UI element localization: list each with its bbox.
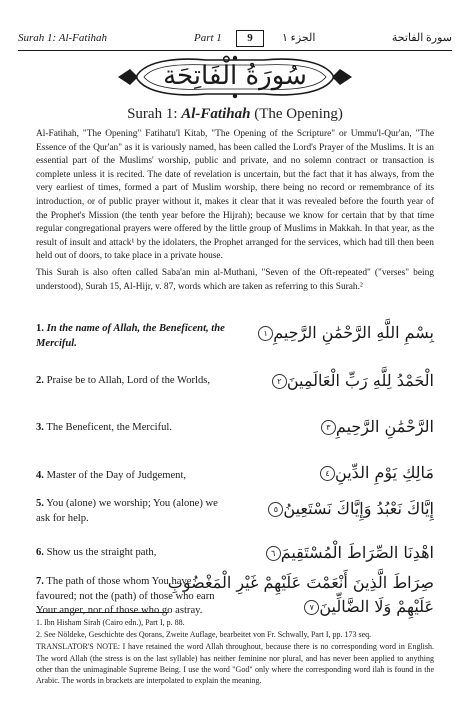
verse-arabic-text: مَالِكِ يَوْمِ الدِّينِ xyxy=(335,463,434,482)
verse-english xyxy=(36,497,226,526)
verse-marker: ٥ xyxy=(268,502,283,517)
page-number: 9 xyxy=(236,30,264,47)
verse-english xyxy=(36,421,226,436)
footnote: 2. See Nöldeke, Geschichte des Qorans, Zweite Auflage, bearbeitet von Fr. Schwally, Part I, pp. 173 seq. xyxy=(36,630,372,640)
verse-arabic-text: اهْدِنَا الصِّرَاطَ الْمُسْتَقِيمَ xyxy=(280,543,434,562)
verse-arabic xyxy=(224,541,434,565)
verse-number: 1. xyxy=(36,323,44,334)
verse-number: 5. xyxy=(36,498,44,509)
intro-paragraph: Al-Fatihah, "The Opening" Fatihatu'l Kitab, "The Opening of the Scripture" or Ummu'l-Qur'an, "The Essence of the Qur'an" as it is variously named, has been called the Lord's Prayer of the Muslims. It is an essential part of the Muslims' worship, public and private, and no solemn contract or transaction is complete unless it is recited. The date of revelation is uncertain, but the fact that it has always, from the very earliest of times, formed a part of Muslim worship, there being no record or remembrance of its introduction, or of public prayer without it, makes it clear that it was revealed before the fourth year of the Prophet's Mission (the tenth year before the Hijrah); because we know for certain that by that time regular congregational prayers were offered by the little group of Muslims in Makkah. In that year, as the result of insult and attack¹ by the idolaters, the Prophet arranged for the services, which had till then been held out of doors, to take place in a private house. xyxy=(36,129,434,262)
verse-number: 2. xyxy=(36,375,44,386)
verse-english xyxy=(36,546,226,561)
introduction xyxy=(36,128,434,297)
verse-arabic-text: بِسْمِ اللَّهِ الرَّحْمَٰنِ الرَّحِيمِ xyxy=(273,323,434,342)
verse-arabic xyxy=(224,497,434,521)
verse-text: The Beneficent, the Merciful. xyxy=(46,422,173,433)
verse-arabic-text: إِيَّاكَ نَعْبُدُ وَإِيَّاكَ نَسْتَعِينُ xyxy=(283,499,434,518)
verse-number: 7. xyxy=(36,576,44,587)
title-cartouche xyxy=(116,54,354,100)
verse-arabic xyxy=(224,461,434,485)
verse-arabic-text-line-2: عَلَيْهِمْ وَلَا الضَّالِّينَ xyxy=(319,597,434,616)
surah-title xyxy=(0,106,470,123)
header-surah-arabic: سورة الفاتحة xyxy=(391,32,452,44)
verse-text: Praise be to Allah, Lord of the Worlds, xyxy=(46,375,211,386)
verse-number: 4. xyxy=(36,470,44,481)
running-header xyxy=(18,32,452,48)
header-part: Part 1 xyxy=(194,32,222,44)
footnote-rule xyxy=(36,612,168,613)
translator-note: TRANSLATOR'S NOTE: I have retained the word Allah throughout, because there is no corresponding word in English. The word Allah (the stress is on the last syllable) has neither feminine nor plural, and has never been applied to anything other than the unimaginable Supreme Being. I use the word "God" only where the corresponding word ilah is found in the Arabic. The words in brackets are interpolated to explain the meaning. xyxy=(36,642,434,686)
surah-title-name: Al-Fatihah xyxy=(181,106,251,122)
footnotes xyxy=(36,617,434,687)
header-surah-name: Surah 1: Al-Fatihah xyxy=(18,32,108,44)
verse-arabic-text: الْحَمْدُ لِلَّهِ رَبِّ الْعَالَمِينَ xyxy=(286,371,434,390)
verse-text: Master of the Day of Judgement, xyxy=(46,470,187,481)
verse-marker: ٦ xyxy=(266,546,281,561)
verse-text: The path of those whom You have favoured; not the (path) of those who earn Your anger, nor of those who go astray. xyxy=(36,576,215,616)
verse-english xyxy=(36,374,226,389)
verse-marker: ١ xyxy=(258,326,273,341)
verse-text: You (alone) we worship; You (alone) we ask for help. xyxy=(36,498,218,524)
verse-arabic xyxy=(224,369,434,393)
verse-text: In the name of Allah, the Beneficent, the Merciful. xyxy=(36,323,225,349)
verse-english xyxy=(36,469,226,484)
intro-paragraph: This Surah is also often called Saba'an min al-Muthani, "Seven of the Oft-repeated" ("verses" being understood), Surah 15, Al-Hijr, v. 87, words which are taken as referring to this Surah.² xyxy=(36,267,434,292)
title-arabic: سُورَةُ الْفَاتِحَة xyxy=(163,61,307,91)
verse-number: 6. xyxy=(36,547,44,558)
verse-english xyxy=(36,322,226,351)
surah-title-prefix: Surah 1: xyxy=(127,106,182,122)
surah-title-suffix: (The Opening) xyxy=(250,106,343,122)
verse-arabic xyxy=(224,321,434,345)
footnote: 1. Ibn Hisham Sirah (Cairo edn.), Part I, p. 88. xyxy=(36,618,185,627)
verse-marker: ٣ xyxy=(321,420,336,435)
header-rule xyxy=(18,50,452,51)
verse-arabic-text: صِرَاطَ الَّذِينَ أَنْعَمْتَ عَلَيْهِمْ غَيْرِ الْمَغْضُوبِ xyxy=(167,573,434,592)
verse-marker: ٢ xyxy=(272,374,287,389)
verse-arabic-text: الرَّحْمَٰنِ الرَّحِيمِ xyxy=(335,417,434,436)
verse-marker: ٧ xyxy=(304,600,319,615)
verse-marker: ٤ xyxy=(320,466,335,481)
verse-arabic xyxy=(167,571,434,619)
verse-number: 3. xyxy=(36,422,44,433)
verse-arabic xyxy=(224,415,434,439)
header-juz-arabic: الجزء ١ xyxy=(282,32,316,44)
verse-text: Show us the straight path, xyxy=(46,547,157,558)
